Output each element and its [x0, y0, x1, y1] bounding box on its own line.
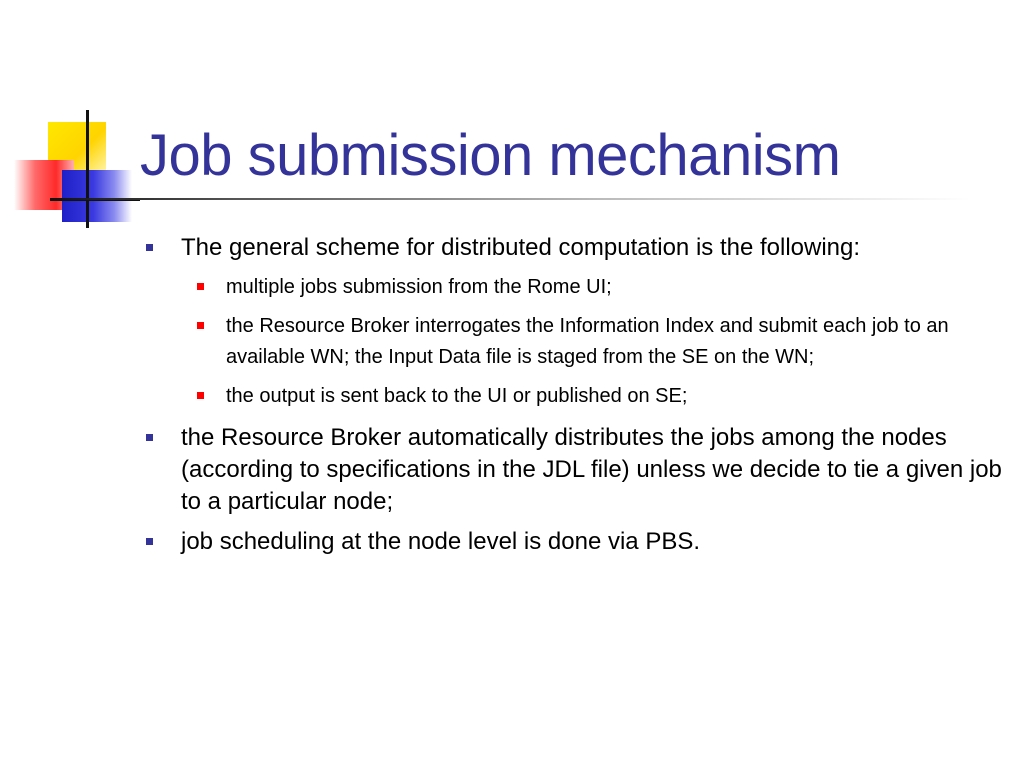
bullet-text: the Resource Broker automatically distributes the jobs among the nodes (according to specifications in the JDL file) unless we decide to tie a given job to a particular node;	[181, 424, 1002, 515]
sub-bullet-text: the Resource Broker interrogates the Information Index and submit each job to an available WN; the Input Data file is staged from the SE on the WN;	[226, 315, 949, 368]
blue-square	[62, 170, 132, 222]
logo-vertical-line	[86, 110, 89, 228]
square-bullet-icon	[197, 283, 204, 290]
bullet-item	[140, 232, 1010, 264]
square-bullet-icon	[146, 244, 153, 251]
square-bullet-icon	[146, 538, 153, 545]
sub-bullet-text: multiple jobs submission from the Rome UI;	[226, 276, 612, 298]
title-underline	[50, 198, 970, 200]
slide-body	[140, 232, 1010, 566]
sub-bullet-text: the output is sent back to the UI or published on SE;	[226, 385, 688, 407]
bullet-item	[140, 526, 1010, 558]
square-bullet-icon	[197, 392, 204, 399]
decorative-squares-logo	[0, 100, 140, 240]
sub-bullet-item	[185, 311, 986, 373]
bullet-text: job scheduling at the node level is done via PBS.	[181, 528, 701, 555]
slide-title: Job submission mechanism	[140, 123, 841, 188]
bullet-text: The general scheme for distributed computation is the following:	[181, 234, 861, 261]
sub-bullet-item	[185, 381, 986, 412]
square-bullet-icon	[146, 434, 153, 441]
square-bullet-icon	[197, 322, 204, 329]
bullet-item	[140, 422, 1010, 518]
sub-bullet-item	[185, 272, 986, 303]
